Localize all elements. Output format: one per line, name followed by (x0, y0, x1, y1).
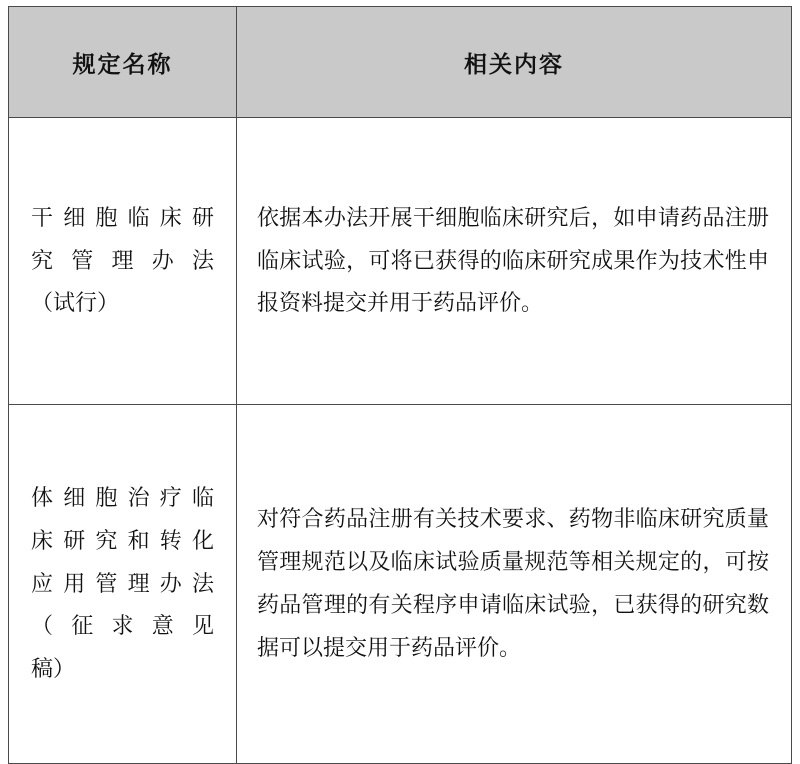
regulations-table (8, 6, 792, 764)
regulation-name-cell (9, 405, 237, 764)
regulation-name-line: 干细胞临床研 (31, 204, 214, 230)
regulation-name-line: （ 征 求 意 见 (31, 613, 214, 639)
column-header-name: 规定名称 (9, 7, 237, 118)
regulation-name-cell (9, 118, 237, 405)
table-header (9, 7, 792, 118)
regulation-content-cell: 依据本办法开展干细胞临床研究后，如申请药品注册临床试验，可将已获得的临床研究成果作为技术性申报资料提交并用于药品评价。 (237, 118, 792, 405)
table-row (9, 405, 792, 764)
table-body (9, 118, 792, 764)
regulation-name-line: 应用管理办法 (31, 570, 214, 596)
regulation-name-line: 究 管 理 办 法 (31, 247, 214, 273)
table-row (9, 118, 792, 405)
column-header-content: 相关内容 (237, 7, 792, 118)
regulation-name-line: 床研究和转化 (31, 527, 214, 553)
regulation-name-line: 体细胞治疗临 (31, 484, 214, 510)
table-header-row (9, 7, 792, 118)
regulation-content-cell: 对符合药品注册有关技术要求、药物非临床研究质量管理规范以及临床试验质量规范等相关规定的，可按药品管理的有关程序申请临床试验，已获得的研究数据可以提交用于药品评价。 (237, 405, 792, 764)
regulation-name-line: 稿） (31, 656, 76, 682)
regulation-name-line: （试行） (31, 290, 120, 316)
